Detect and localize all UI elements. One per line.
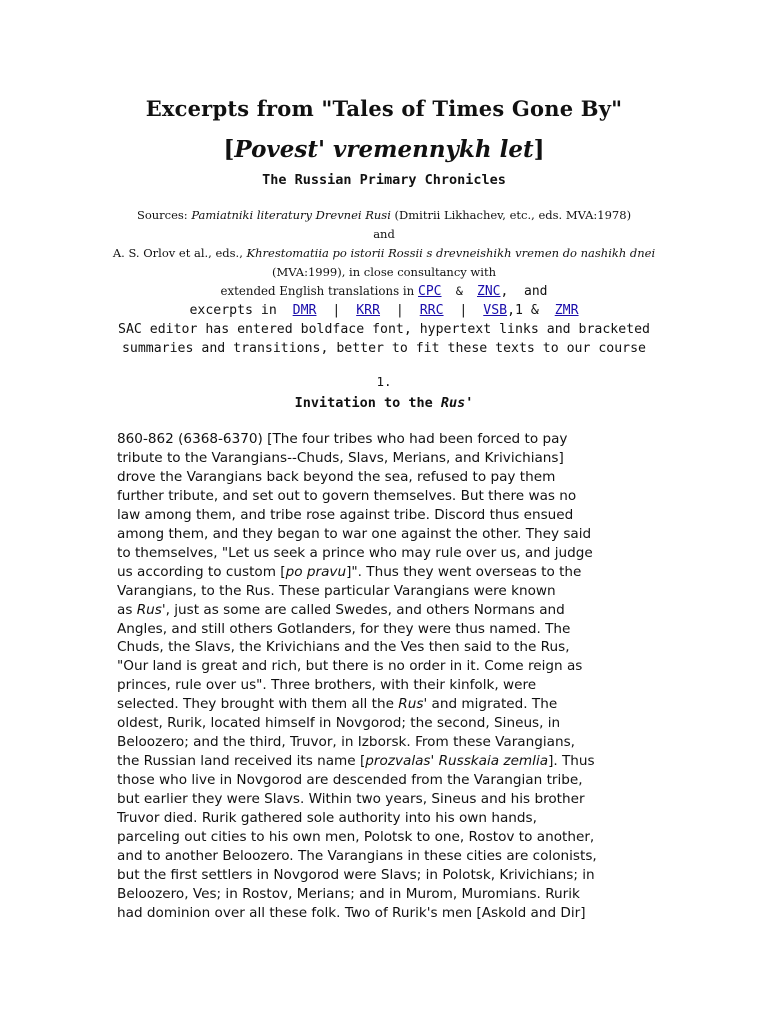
subtitle-close-bracket: ] xyxy=(533,136,545,163)
body-text-run: the Russian land received its name [ xyxy=(117,753,366,770)
translations-line-2 xyxy=(90,301,678,320)
body-line: law among them, and tribe rose against tribe. Discord thus ensued xyxy=(117,506,574,523)
excerpts-intro: excerpts in xyxy=(189,303,293,318)
source-1-details: (Dmitrii Likhachev, etc., eds. MVA:1978) xyxy=(390,208,632,222)
sources-block xyxy=(100,206,668,282)
chronicle-heading: The Russian Primary Chronicles xyxy=(262,172,506,188)
subtitle-italic: Povest' vremennykh let xyxy=(234,136,534,163)
body-text-run: ]. Thus xyxy=(548,753,595,770)
body-line: princes, rule over us". Three brothers, with their kinfolk, were xyxy=(117,677,537,694)
link-vsb[interactable]: VSB xyxy=(483,303,508,318)
sources-line-2 xyxy=(100,244,668,282)
body-line: but earlier they were Slavs. Within two years, Sineus and his brother xyxy=(117,791,585,808)
separator-2: | xyxy=(380,303,420,318)
body-line xyxy=(117,752,657,771)
body-text-run: us according to custom [ xyxy=(117,563,286,580)
body-text-run: and migrated. The xyxy=(427,696,558,713)
translations-block xyxy=(90,282,678,358)
body-line: had dominion over all these folk. Two of Rurik's men [Askold and Dir] xyxy=(117,904,586,921)
body-line: further tribute, and set out to govern themselves. But there was no xyxy=(117,487,577,504)
body-italic-term: Rus' xyxy=(136,601,166,618)
page-title: Excerpts from "Tales of Times Gone By" xyxy=(145,96,623,121)
section-title-italic: Rus' xyxy=(440,395,474,411)
link-zmr[interactable]: ZMR xyxy=(554,303,579,318)
body-line: and to another Beloozero. The Varangians in these cities are colonists, xyxy=(117,847,597,864)
subtitle-open-bracket: [ xyxy=(223,136,235,163)
link-dmr[interactable]: DMR xyxy=(292,303,317,318)
body-line: drove the Varangians back beyond the sea, refused to pay them xyxy=(117,468,556,485)
sources-and: and xyxy=(373,227,395,241)
body-line: Beloozero, Ves; in Rostov, Merians; and in Murom, Muromians. Rurik xyxy=(117,885,580,902)
translations-and: , and xyxy=(500,284,548,299)
body-line xyxy=(117,601,657,620)
body-line: Varangians, to the Rus. These particular Varangians were known xyxy=(117,582,556,599)
body-line: oldest, Rurik, located himself in Novgorod; the second, Sineus, in xyxy=(117,715,561,732)
body-line: Chuds, the Slavs, the Krivichians and the Ves then said to the Rus, xyxy=(117,639,570,656)
body-italic-term: Rus' xyxy=(398,696,428,713)
body-line: 860-862 (6368-6370) [The four tribes who had been forced to pay xyxy=(117,431,568,447)
body-line: to themselves, "Let us seek a prince who may rule over us, and judge xyxy=(117,544,593,561)
amp-separator: & xyxy=(441,284,478,298)
source-1-title: Pamiatniki literatury Drevnei Rusi xyxy=(191,208,391,222)
body-line: those who live in Novgorod are descended from the Varangian tribe, xyxy=(117,772,583,789)
body-text-run: , just as some are called Swedes, and others Normans and xyxy=(165,601,565,618)
link-cpc[interactable]: CPC xyxy=(418,284,442,299)
body-line: Beloozero; and the third, Truvor, in Izborsk. From these Varangians, xyxy=(117,734,576,751)
link-rrc[interactable]: RRC xyxy=(419,303,444,318)
body-line: but the first settlers in Novgorod were Slavs; in Polotsk, Krivichians; in xyxy=(117,866,595,883)
sources-label: Sources: xyxy=(136,208,192,222)
body-line: among them, and they began to war one against the other. They said xyxy=(117,525,592,542)
section-title xyxy=(0,395,768,411)
separator-3: | xyxy=(443,303,484,318)
source-2-editors: A. S. Orlov et al., eds., xyxy=(112,246,247,260)
body-line: tribute to the Varangians--Chuds, Slavs, Merians, and Krivichians] xyxy=(117,449,564,466)
body-line: Angles, and still others Gotlanders, for they were thus named. The xyxy=(117,620,571,637)
body-text-run: as xyxy=(117,601,137,618)
body-paragraph xyxy=(117,430,657,923)
translations-intro: extended English translations in xyxy=(220,284,419,298)
body-italic-term: prozvalas' Russkaia zemlia xyxy=(365,753,549,770)
body-line xyxy=(117,695,657,714)
body-line: Truvor died. Rurik gathered sole authority into his own hands, xyxy=(117,810,537,827)
vsb-suffix: ,1 & xyxy=(507,303,555,318)
source-2-title: Khrestomatiia po istorii Rossii s drevneishikh vremen do nashikh dnei xyxy=(246,246,656,260)
body-text-run: ]". Thus they went overseas to the xyxy=(346,563,582,580)
link-znc[interactable]: ZNC xyxy=(477,284,501,299)
editor-note-line-2: summaries and transitions, better to fit these texts to our course xyxy=(121,341,646,356)
section-number: 1. xyxy=(376,374,392,389)
editor-note-line-1: SAC editor has entered boldface font, hypertext links and bracketed xyxy=(118,322,650,337)
section-title-text: Invitation to the xyxy=(294,395,441,411)
body-line: parceling out cities to his own men, Polotsk to one, Rostov to another, xyxy=(117,829,595,846)
link-krr[interactable]: KRR xyxy=(356,303,381,318)
body-text-run: selected. They brought with them all the xyxy=(117,696,399,713)
translations-line-1 xyxy=(90,282,678,301)
page-subtitle xyxy=(0,136,768,163)
body-line xyxy=(117,563,657,582)
body-italic-term: po pravu xyxy=(285,563,347,580)
separator-1: | xyxy=(316,303,357,318)
source-2-details: (MVA:1999), in close consultancy with xyxy=(272,265,496,279)
sources-line-1 xyxy=(100,206,668,225)
body-line: "Our land is great and rich, but there is no order in it. Come reign as xyxy=(117,658,583,675)
